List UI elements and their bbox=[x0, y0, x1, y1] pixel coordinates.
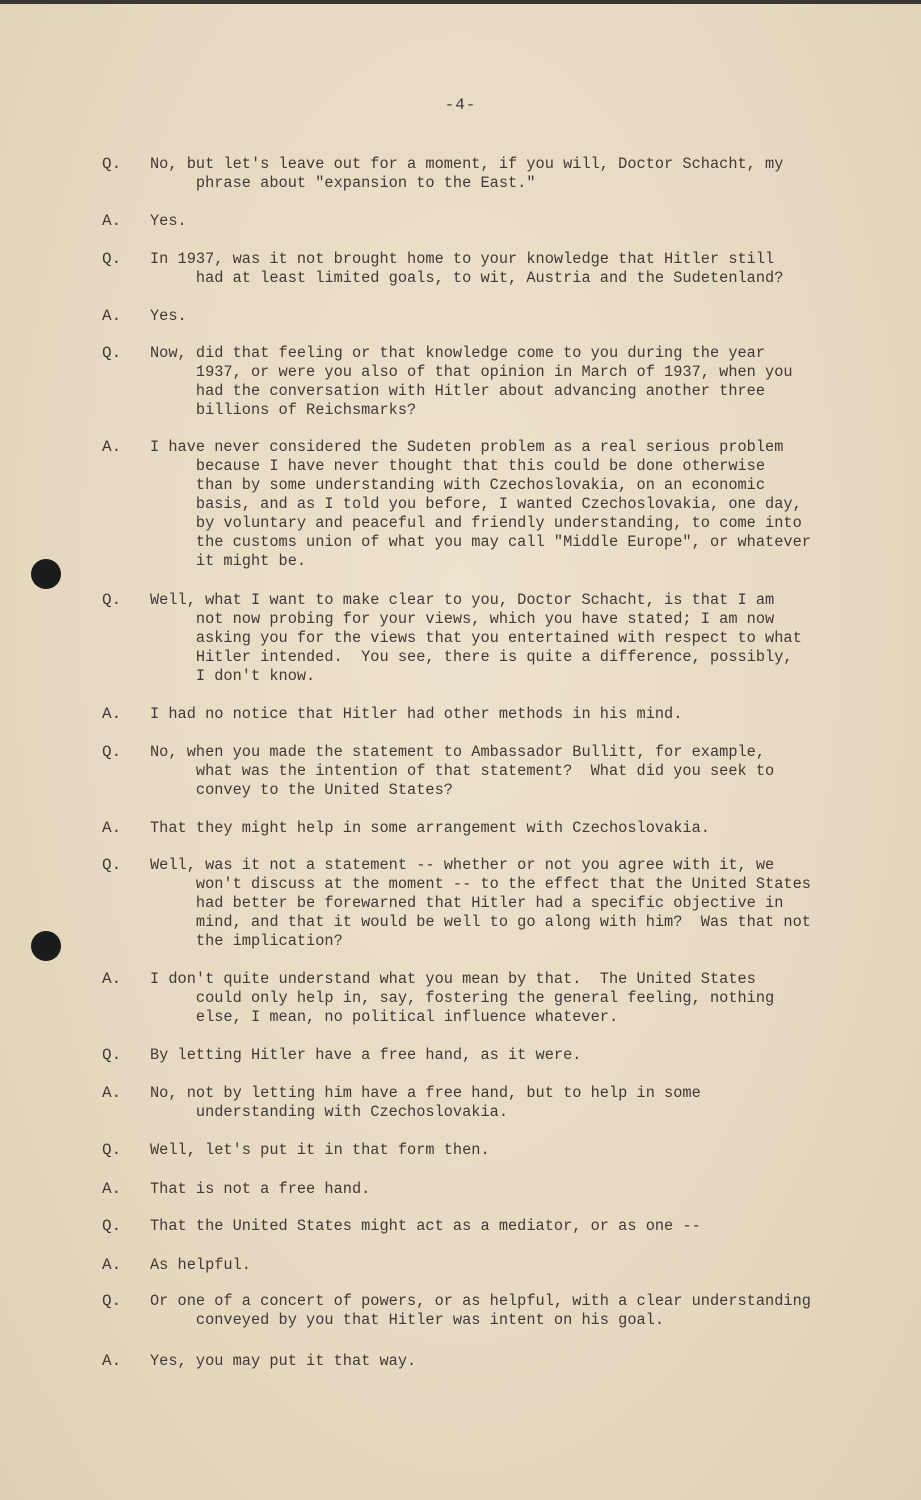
entry-text: That they might help in some arrangement with Czechoslovakia. bbox=[150, 819, 710, 837]
speaker-label: A. bbox=[102, 438, 122, 456]
speaker-label: Q. bbox=[102, 1046, 122, 1064]
entry-text: Now, did that feeling or that knowledge come to you during the year 1937, or were you also of that opinion in March of 1937, when you had the conversation with Hitler about advancing another three billions of Reichsmarks? bbox=[150, 344, 793, 419]
speaker-label: Q. bbox=[102, 743, 122, 761]
page-number: -4- bbox=[444, 96, 477, 114]
speaker-label: A. bbox=[102, 1180, 122, 1198]
entry-text: That the United States might act as a mediator, or as one -- bbox=[150, 1217, 701, 1235]
speaker-label: Q. bbox=[102, 591, 122, 609]
speaker-label: A. bbox=[102, 1256, 122, 1274]
speaker-label: A. bbox=[102, 307, 122, 325]
top-edge bbox=[0, 0, 921, 4]
punch-hole bbox=[31, 559, 61, 589]
speaker-label: Q. bbox=[102, 155, 122, 173]
speaker-label: A. bbox=[102, 970, 122, 988]
speaker-label: Q. bbox=[102, 1217, 122, 1235]
speaker-label: A. bbox=[102, 705, 122, 723]
speaker-label: A. bbox=[102, 1084, 122, 1102]
entry-text: Well, what I want to make clear to you, Doctor Schacht, is that I am not now probing for your views, which you have stated; I am now asking you for the views that you entertained with respect to what Hitler intended. You see, there is quite a difference, possibly, I don't know. bbox=[150, 591, 802, 685]
entry-text: No, but let's leave out for a moment, if you will, Doctor Schacht, my phrase about "expansion to the East." bbox=[150, 155, 784, 192]
entry-text: Well, was it not a statement -- whether or not you agree with it, we won't discuss at the moment -- to the effect that the United States had better be forewarned that Hitler had a specific objective in mind, and that it would be well to go along with him? Was that not the implication? bbox=[150, 856, 811, 950]
entry-text: In 1937, was it not brought home to your knowledge that Hitler still had at least limited goals, to wit, Austria and the Sudetenland? bbox=[150, 250, 784, 287]
entry-text: Or one of a concert of powers, or as helpful, with a clear understanding conveyed by you that Hitler was intent on his goal. bbox=[150, 1292, 811, 1329]
entry-text: I have never considered the Sudeten problem as a real serious problem because I have never thought that this could be done otherwise than by some understanding with Czechoslovakia, on an economic basis, and as I told you before, I wanted Czechoslovakia, one day, by voluntary and peaceful and friendly understanding, to come into the customs union of what you may call "Middle Europe", or whatever it might be. bbox=[150, 438, 811, 570]
speaker-label: Q. bbox=[102, 250, 122, 268]
speaker-label: Q. bbox=[102, 1141, 122, 1159]
entry-text: No, when you made the statement to Ambassador Bullitt, for example, what was the intention of that statement? What did you seek to convey to the United States? bbox=[150, 743, 775, 799]
entry-text: Yes, you may put it that way. bbox=[150, 1352, 417, 1370]
entry-text: I don't quite understand what you mean by that. The United States could only help in, say, fostering the general feeling, nothing else, I mean, no political influence whatever. bbox=[150, 970, 775, 1026]
entry-text: I had no notice that Hitler had other methods in his mind. bbox=[150, 705, 683, 723]
punch-hole bbox=[31, 931, 61, 961]
entry-text: Yes. bbox=[150, 307, 187, 325]
speaker-label: A. bbox=[102, 212, 122, 230]
entry-text: Yes. bbox=[150, 212, 187, 230]
entry-text: Well, let's put it in that form then. bbox=[150, 1141, 490, 1159]
speaker-label: Q. bbox=[102, 344, 122, 362]
speaker-label: A. bbox=[102, 1352, 122, 1370]
speaker-label: Q. bbox=[102, 1292, 122, 1310]
entry-text: That is not a free hand. bbox=[150, 1180, 371, 1198]
speaker-label: A. bbox=[102, 819, 122, 837]
speaker-label: Q. bbox=[102, 856, 122, 874]
entry-text: As helpful. bbox=[150, 1256, 251, 1274]
entry-text: No, not by letting him have a free hand, but to help in some understanding with Czechoslovakia. bbox=[150, 1084, 701, 1121]
entry-text: By letting Hitler have a free hand, as it were. bbox=[150, 1046, 582, 1064]
